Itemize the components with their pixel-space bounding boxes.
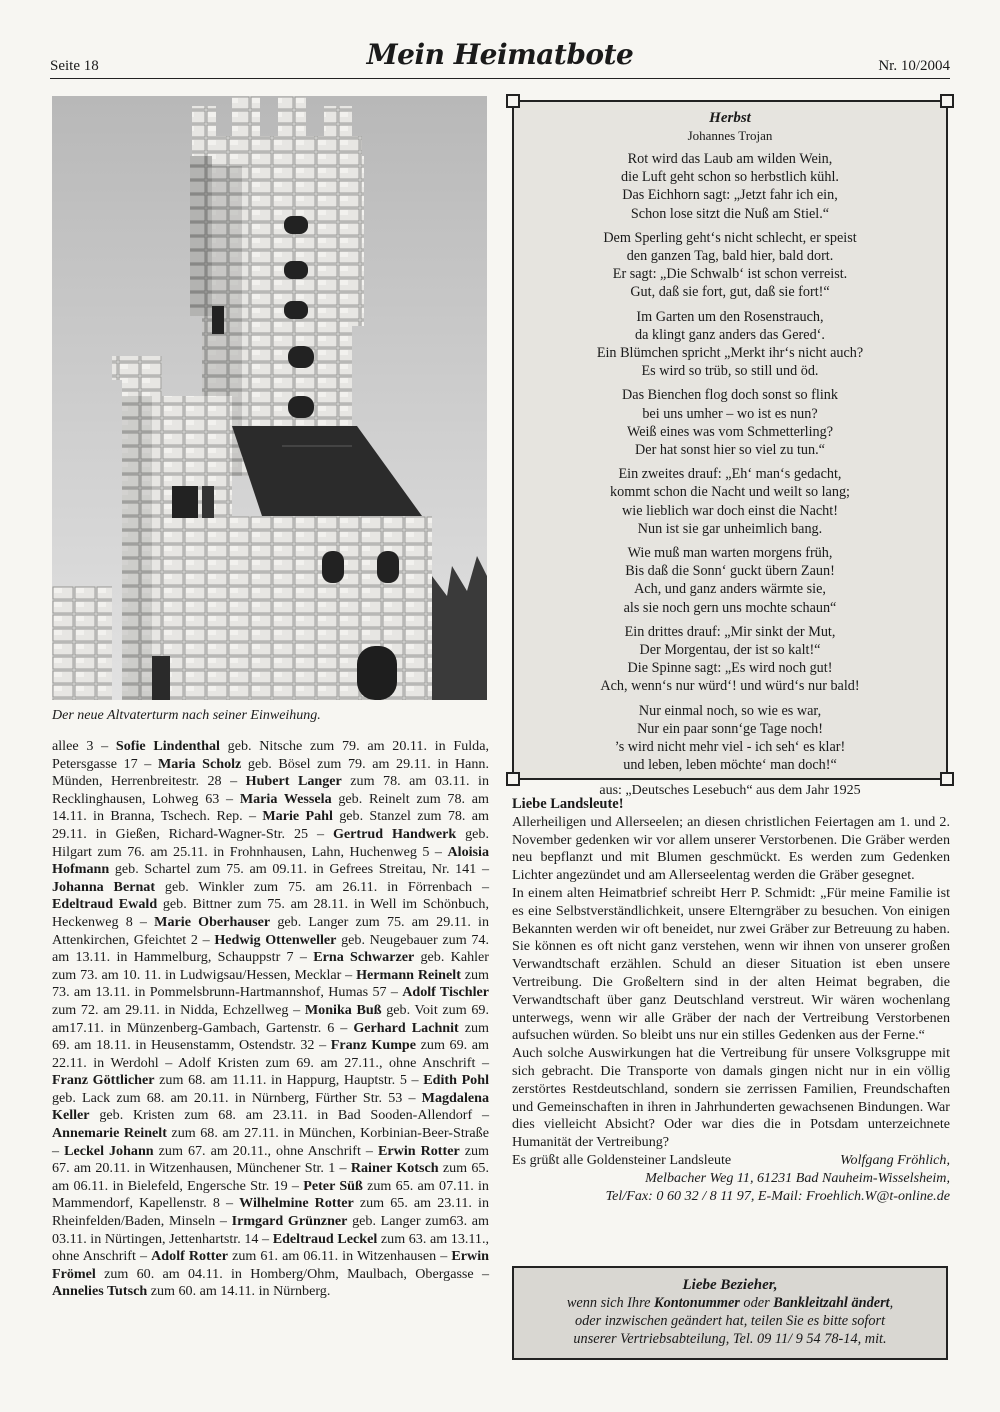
poem-stanza — [514, 150, 946, 223]
birthday-name: Franz Göttlicher — [52, 1072, 155, 1089]
notice-text: , — [889, 1295, 894, 1311]
birthday-name: Adolf Rotter — [151, 1248, 228, 1265]
page-header — [50, 38, 950, 78]
birthday-details: geb. Kristen zum 68. am 23.11. in Bad Sooden-Allendorf – — [89, 1107, 489, 1124]
birthday-details: geb. Voit zum 69. am17.11. in Münzenberg-Gambach, Gartenstr. 6 – — [52, 1001, 489, 1036]
poem-line: Rot wird das Laub am wilden Wein, — [627, 151, 833, 167]
birthday-details: zum 69. am 18.11. in Heusenstamm, Ostendstr. 32 – — [52, 1019, 490, 1054]
birthday-details: zum 65. am 06.11. in Bielefeld, Engersche Str. 19 – — [52, 1160, 490, 1194]
poem-line: Ein zweites drauf: „Eh‘ man‘s gedacht, — [618, 466, 842, 483]
birthday-details: zum 60. am 14.11. in Nürnberg. — [147, 1283, 331, 1300]
poem-line: wie lieblich war doch einst die Nacht! — [622, 502, 838, 519]
tower-photo — [52, 96, 487, 700]
poem-line: Im Garten um den Rosenstrauch, — [636, 308, 824, 325]
poem-line: Das Bienchen flog doch sonst so flink — [622, 387, 838, 404]
birthday-details: geb. Langer zum63. am 03.11. in Nürtingen, Jettenhartstr. 14 – — [52, 1213, 489, 1247]
birthday-details: zum 65. am 07.11. in Mammendorf, Kapellenstr. 8 – — [52, 1177, 489, 1212]
poem-line: Nun ist sie gar unheimlich bang. — [637, 520, 823, 537]
poem-line: Ach, wenn‘s nur würd‘! und würd‘s nur bald! — [600, 678, 860, 695]
birthday-details: zum 69. am 22.11. in Werdohl – Adolf Kristen zum 69. am 27.11., ohne Anschrift – — [52, 1037, 489, 1071]
birthday-details: zum 61. am 06.11. in Witzenhausen – — [228, 1248, 452, 1265]
notice-emphasis: Bankleitzahl ändert — [773, 1295, 890, 1311]
notice-line-3: unserer Vertriebsabteilung, Tel. 09 11/ 9 54 78-14, mit. — [573, 1331, 887, 1347]
birthday-details: geb. Hilgart zum 76. am 25.11. in Frohnhausen, Lahn, Huchenweg 5 – — [52, 825, 489, 860]
birthday-name: Marie Oberhauser — [154, 913, 271, 930]
poem-line: Der hat sonst hier so viel zu tun.“ — [635, 442, 825, 459]
letter-paragraph: Auch solche Auswirkungen hat die Vertreibung für unsere Volksgruppe mit sich gebracht. Die Transporte von damals gingen nicht nur in ein völlig zerstörtes Restdeutschland, sondern sie zerrissen Familien, Freundschaften und Gemeinschaften in ihren in Jahrhunderten gewachsenen Bindungen. War dies vielleicht Absicht? Oder war dies die in Potsdam unterzeichnete Humanität der Vertreibung? — [512, 1045, 950, 1151]
poem-line: als sie noch gern uns mochte schaun“ — [623, 599, 837, 616]
birthday-details: zum 67. am 20.11., ohne Anschrift – — [153, 1142, 378, 1159]
poem-stanza — [514, 465, 946, 538]
poem-line: da klingt ganz anders das Gered‘. — [635, 326, 825, 343]
birthday-details: zum 65. am 23.11. in Rheinfelden/Baden, Minseln – — [52, 1195, 489, 1230]
poem-line: Es wird so trüb, so still und öd. — [641, 363, 819, 380]
poem-author: Johannes Trojan — [687, 128, 773, 143]
birthday-name: Peter Süß — [303, 1177, 363, 1194]
birthday-name: Adolf Tischler — [402, 984, 489, 1001]
corner-ornament — [940, 94, 954, 108]
letter-heading: Liebe Landsleute! — [512, 796, 624, 812]
birthday-details: geb. Schartel zum 75. am 09.11. in Gefrees Streitau, Nr. 141 – — [109, 861, 489, 878]
poem-line: Bis daß die Sonn‘ guckt übern Zaun! — [625, 563, 835, 580]
birthday-name: Edeltraud Leckel — [272, 1230, 378, 1247]
birthday-name: Erna Schwarzer — [313, 949, 415, 966]
tower-illustration — [52, 96, 487, 700]
poem-line: Gut, daß sie fort, gut, daß sie fort!“ — [630, 284, 830, 301]
birthday-name: Leckel Johann — [64, 1142, 154, 1159]
poem-line: Weiß eines was vom Schmetterling? — [626, 423, 834, 440]
signature-name: Wolfgang Fröhlich, — [840, 1151, 950, 1168]
birthday-details: geb. Langer zum 75. am 29.11. in Attenkirchen, Gfeichtet 2 – — [52, 913, 490, 948]
letter-signature-block — [606, 1152, 950, 1205]
poem-line: Dem Sperling geht‘s nicht schlecht, er speist — [603, 229, 857, 246]
poem-line: Das Eichhorn sagt: „Jetzt fahr ich ein, — [622, 187, 838, 204]
letter-article — [512, 796, 950, 1206]
birthday-details: geb. Bösel zum 79. am 29.11. in Hann. Münden, Herrenbreitestr. 28 – — [52, 755, 489, 790]
issue-number: Nr. 10/2004 — [878, 58, 950, 74]
birthday-list — [52, 738, 489, 1301]
birthday-name: Hedwig Ottenweller — [214, 931, 337, 948]
poem-line: Nur einmal noch, so wie es war, — [638, 702, 822, 719]
birthday-name: Marie Pahl — [262, 808, 333, 825]
birthday-name: Irmgard Grünzner — [231, 1213, 348, 1230]
poem-line: bei uns umher – wo ist es nun? — [642, 405, 818, 422]
poem-box — [512, 100, 948, 798]
poem-stanza — [514, 544, 946, 617]
poem-stanza — [514, 308, 946, 381]
poem-line: Der Morgentau, der ist so kalt!“ — [639, 642, 821, 659]
birthday-name: Edith Pohl — [423, 1072, 489, 1089]
birthday-name: Hermann Reinelt — [356, 966, 461, 983]
birthday-details: zum 73. am 13.11. in Pommelsbrunn-Hartmannshof, Humas 57 – — [52, 966, 489, 1001]
poem-title: Herbst — [709, 110, 751, 126]
birthday-details: geb. Kahler zum 73. am 10. 11. in Ludwigsau/Hessen, Mecklar – — [52, 949, 489, 983]
poem-line: kommt schon die Nacht und weilt so lang; — [610, 484, 850, 501]
header-rule — [50, 78, 950, 79]
poem-line: den ganzen Tag, bald hier, bald dort. — [626, 248, 834, 265]
birthday-details: zum 67. am 20.11. in Witzenhausen, Münchener Str. 1 – — [52, 1142, 489, 1177]
poem-line: Wie muß man warten morgens früh, — [627, 545, 833, 562]
birthday-details: geb. Bittner zum 75. am 28.11. in Well im Schönbuch, Heckenweg 8 – — [52, 896, 489, 930]
birthday-details: zum 78. am 03.11. in Recklinghausen, Lohweg 63 – — [52, 773, 489, 807]
corner-ornament — [506, 772, 520, 786]
birthday-details: geb. Neugebauer zum 74. am 13.11. in Hammelburg, Schauppstr 7 – — [52, 931, 489, 966]
poem-line: ’s wird nicht mehr viel - ich seh‘ es klar! — [614, 739, 846, 756]
letter-greeting: Es grüßt alle Goldensteiner Landsleute — [512, 1151, 732, 1168]
birthday-name: Maria Wessela — [239, 790, 332, 807]
letter-paragraph: Allerheiligen und Allerseelen; an diesen christlichen Feiertagen am 1. und 2. November gedenken wir vor allem unserer Verstorbenen. Die Gräber werden neu bepflanzt und mit Blumen geschmückt. Es werden zum Gedenken Lichter angezündet und am Allerseelentag werden die Gräber gesegnet. — [512, 813, 950, 884]
notice-line-1 — [514, 1294, 946, 1312]
birthday-name: Annemarie Reinelt — [52, 1125, 167, 1142]
poem-line: Ach, und ganz anders wärmte sie, — [634, 581, 826, 598]
birthday-details: geb. Stanzel zum 78. am 29.11. in Gießen, Richard-Wagner-Str. 25 – — [52, 808, 489, 842]
poem-line: Die Spinne sagt: „Es wird noch gut! — [627, 660, 833, 677]
notice-line-2: oder inzwischen geändert hat, teilen Sie es bitte sofort — [574, 1313, 886, 1329]
poem-line: Schon lose sitzt die Nuß am Stiel.“ — [630, 205, 830, 222]
subscriber-notice — [512, 1266, 948, 1360]
poem-stanzas — [514, 150, 946, 775]
birthday-name: Maria Scholz — [157, 755, 242, 772]
poem-line: Nur ein paar sonn‘ge Tage noch! — [637, 720, 823, 737]
poem-line: und leben, leben möchte‘ man doch!“ — [623, 757, 837, 774]
page-number: Seite 18 — [50, 58, 99, 74]
birthday-name: Gerhard Lachnit — [353, 1019, 459, 1036]
birthday-name: Erwin Frömel — [52, 1248, 489, 1282]
birthday-name: Sofie Lindenthal — [115, 738, 220, 754]
birthday-name: Aloisia Hofmann — [52, 843, 489, 878]
birthday-name: Gertrud Handwerk — [332, 825, 457, 842]
birthday-name: Edeltraud Ewald — [52, 896, 158, 913]
letter-signoff — [512, 1152, 950, 1206]
poem-line: Ein Blümchen spricht „Merkt ihr‘s nicht auch? — [596, 345, 864, 362]
photo-caption: Der neue Altvaterturm nach seiner Einweihung. — [52, 708, 321, 723]
birthday-details: geb. Winkler zum 75. am 26.11. in Förrenbach – — [155, 878, 489, 895]
notice-title: Liebe Bezieher, — [682, 1277, 778, 1293]
poem-stanza — [514, 623, 946, 696]
masthead-title: Mein Heimatbote — [366, 38, 634, 71]
poem-stanza — [514, 386, 946, 459]
poem-source: aus: „Deutsches Lesebuch“ aus dem Jahr 1925 — [599, 782, 861, 798]
birthday-name: Erwin Rotter — [377, 1142, 460, 1159]
birthday-name: Annelies Tutsch — [52, 1283, 148, 1300]
birthday-name: Franz Kumpe — [330, 1037, 417, 1054]
birthday-details: geb. Nitsche zum 79. am 20.11. in Fulda, Petersgasse 17 – — [52, 738, 490, 772]
corner-ornament — [506, 94, 520, 108]
birthday-name: Monika Buß — [304, 1001, 382, 1018]
corner-ornament — [940, 772, 954, 786]
birthday-details: zum 68. am 27.11. in München, Korbinian-Beer-Straße – — [52, 1125, 489, 1159]
birthday-name: Hubert Langer — [245, 773, 342, 790]
signature-contact: Tel/Fax: 0 60 32 / 8 11 97, E-Mail: Froehlich.W@t-online.de — [605, 1187, 950, 1204]
birthday-details: zum 72. am 29.11. in Nidda, Echzellweg – — [52, 1001, 305, 1018]
birthday-details: geb. Reinelt zum 78. am 14.11. in Branna, Tschech. Rep. – — [52, 790, 489, 825]
birthday-details: zum 63. am 13.11., ohne Anschrift – — [52, 1230, 490, 1265]
poem-line: Ein drittes drauf: „Mir sinkt der Mut, — [624, 623, 836, 640]
notice-text: wenn sich Ihre — [566, 1295, 655, 1311]
poem-line: die Luft geht schon so herbstlich kühl. — [621, 169, 839, 186]
birthday-details: zum 68. am 11.11. in Happurg, Hauptstr. 5 – — [154, 1072, 424, 1089]
poem-stanza — [514, 229, 946, 302]
notice-emphasis: Kontonummer — [654, 1295, 740, 1311]
poem-line: Er sagt: „Die Schwalb‘ ist schon verreist. — [612, 266, 848, 283]
birthday-details: zum 60. am 04.11. in Homberg/Ohm, Maulbach, Obergasse – — [95, 1265, 489, 1282]
poem-stanza — [514, 702, 946, 775]
birthday-details: geb. Lack zum 68. am 20.11. in Nürnberg, Fürther Str. 53 – — [52, 1089, 422, 1106]
birthday-name: Rainer Kotsch — [350, 1160, 439, 1177]
birthday-name: Johanna Bernat — [52, 878, 156, 895]
birthday-name: Wilhelmine Rotter — [239, 1195, 354, 1212]
birthday-name: Magdalena Keller — [52, 1089, 489, 1124]
notice-text: oder — [739, 1295, 774, 1311]
letter-paragraph: In einem alten Heimatbrief schreibt Herr P. Schmidt: „Für meine Familie ist es eine Selbstverständlichkeit, unsere Elterngräber zu besuchen. Von einigen Bekannten werden wir oft beneidet, nur zwei Gräber zur Betreuung zu haben. Sie können es oft nicht ganz verstehen, wenn wir ihnen von unserer großen Verwandtschaft erzählen. Schuld an dieser Situation ist eben unsere Vertreibung. Die Großeltern sind in der alten Heimat begraben, die Verwandtschaft über ganz Deutschland verstreut. Wir wären wochenlang unterwegs, wenn wir alle Gräber der nach der Vertreibung Verstorbenen aufsuchen würden. So bleibt uns nur ein stilles Gedenken aus der Ferne.“ — [512, 884, 950, 1044]
birthday-details: allee 3 – — [52, 738, 116, 754]
signature-address: Melbacher Weg 11, 61231 Bad Nauheim-Wisselsheim, — [645, 1169, 950, 1186]
